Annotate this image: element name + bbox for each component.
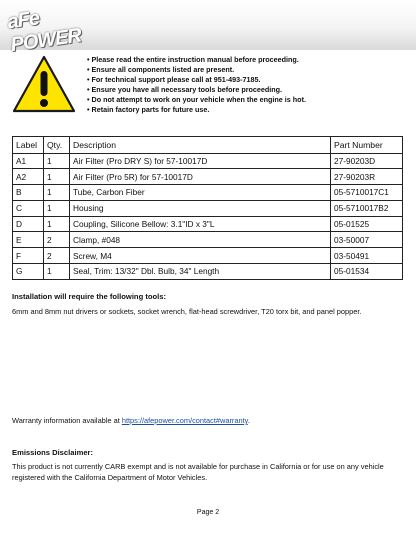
page-number: Page 2 bbox=[196, 509, 220, 516]
table-row bbox=[13, 153, 403, 169]
cell-qty: 2 bbox=[44, 248, 70, 264]
tools-title: Installation will require the following tools: bbox=[12, 292, 166, 301]
table-row bbox=[13, 200, 403, 216]
cell-part-number: 05-5710017B2 bbox=[331, 200, 403, 216]
cell-qty: 1 bbox=[44, 216, 70, 232]
cell-part-number: 27-90203R bbox=[331, 169, 403, 185]
table-row bbox=[13, 185, 403, 201]
cell-part-number: 03-50491 bbox=[331, 248, 403, 264]
table-row bbox=[13, 264, 403, 280]
cell-part-number: 03-50007 bbox=[331, 232, 403, 248]
warranty-text bbox=[12, 416, 404, 427]
warranty-link[interactable]: https://afepower.com/contact#warranty bbox=[121, 416, 248, 425]
cell-description: Housing bbox=[70, 200, 331, 216]
cell-part-number: 27-90203D bbox=[331, 153, 403, 169]
cell-label: E bbox=[13, 232, 44, 248]
header-label: Label bbox=[13, 137, 44, 154]
cell-description: Air Filter (Pro DRY S) for 57-10017D bbox=[70, 153, 331, 169]
cell-description: Air Filter (Pro 5R) for 57-10017D bbox=[70, 169, 331, 185]
cell-qty: 1 bbox=[44, 185, 70, 201]
cell-qty: 1 bbox=[44, 169, 70, 185]
warranty-text-after: . bbox=[247, 416, 250, 425]
cell-part-number: 05-01534 bbox=[331, 264, 403, 280]
cell-label: B bbox=[13, 185, 44, 201]
cell-qty: 2 bbox=[44, 232, 70, 248]
cell-description: Screw, M4 bbox=[70, 248, 331, 264]
warranty-text-before: Warranty information available at bbox=[12, 416, 122, 425]
warning-list bbox=[87, 55, 306, 115]
parts-table bbox=[12, 136, 403, 280]
cell-label: D bbox=[13, 216, 44, 232]
table-row bbox=[13, 169, 403, 185]
emissions-text: This product is not currently CARB exempt and is not available for purchase in California or for use on any vehicle registered with the California Department of Motor Vehicles. bbox=[12, 462, 384, 482]
cell-qty: 1 bbox=[44, 200, 70, 216]
warning-item: • Please read the entire instruction manual before proceeding. bbox=[87, 55, 306, 65]
cell-label: F bbox=[13, 248, 44, 264]
header-part-number: Part Number bbox=[331, 137, 403, 154]
cell-qty: 1 bbox=[44, 153, 70, 169]
cell-label: G bbox=[13, 264, 44, 280]
cell-label: C bbox=[13, 200, 44, 216]
warning-item: • Ensure you have all necessary tools before proceeding. bbox=[87, 85, 306, 95]
tools-text: 6mm and 8mm nut drivers or sockets, socket wrench, flat-head screwdriver, T20 torx bit, and panel popper. bbox=[12, 307, 362, 316]
cell-part-number: 05-01525 bbox=[331, 216, 403, 232]
cell-description: Tube, Carbon Fiber bbox=[70, 185, 331, 201]
cell-qty: 1 bbox=[44, 264, 70, 280]
cell-label: A1 bbox=[13, 153, 44, 169]
cell-description: Coupling, Silicone Bellow: 3.1"ID x 3"L bbox=[70, 216, 331, 232]
table-row bbox=[13, 248, 403, 264]
warning-item: • Do not attempt to work on your vehicle when the engine is hot. bbox=[87, 95, 306, 105]
logo-text: aFe POWER bbox=[6, 7, 83, 57]
emissions-title: Emissions Disclaimer: bbox=[12, 448, 94, 457]
cell-description: Seal, Trim: 13/32" Dbl. Bulb, 34" Length bbox=[70, 264, 331, 280]
cell-label: A2 bbox=[13, 169, 44, 185]
table-row bbox=[13, 232, 403, 248]
warning-item: • Retain factory parts for future use. bbox=[87, 105, 306, 115]
table-row bbox=[13, 216, 403, 232]
warning-triangle-icon bbox=[12, 54, 76, 114]
warning-item: • For technical support please call at 951-493-7185. bbox=[87, 75, 306, 85]
warning-item: • Ensure all components listed are present. bbox=[87, 65, 306, 75]
cell-part-number: 05-5710017C1 bbox=[331, 185, 403, 201]
header-description: Description bbox=[70, 137, 331, 154]
header-qty: Qty. bbox=[44, 137, 70, 154]
cell-description: Clamp, #048 bbox=[70, 232, 331, 248]
table-header-row bbox=[13, 137, 403, 154]
